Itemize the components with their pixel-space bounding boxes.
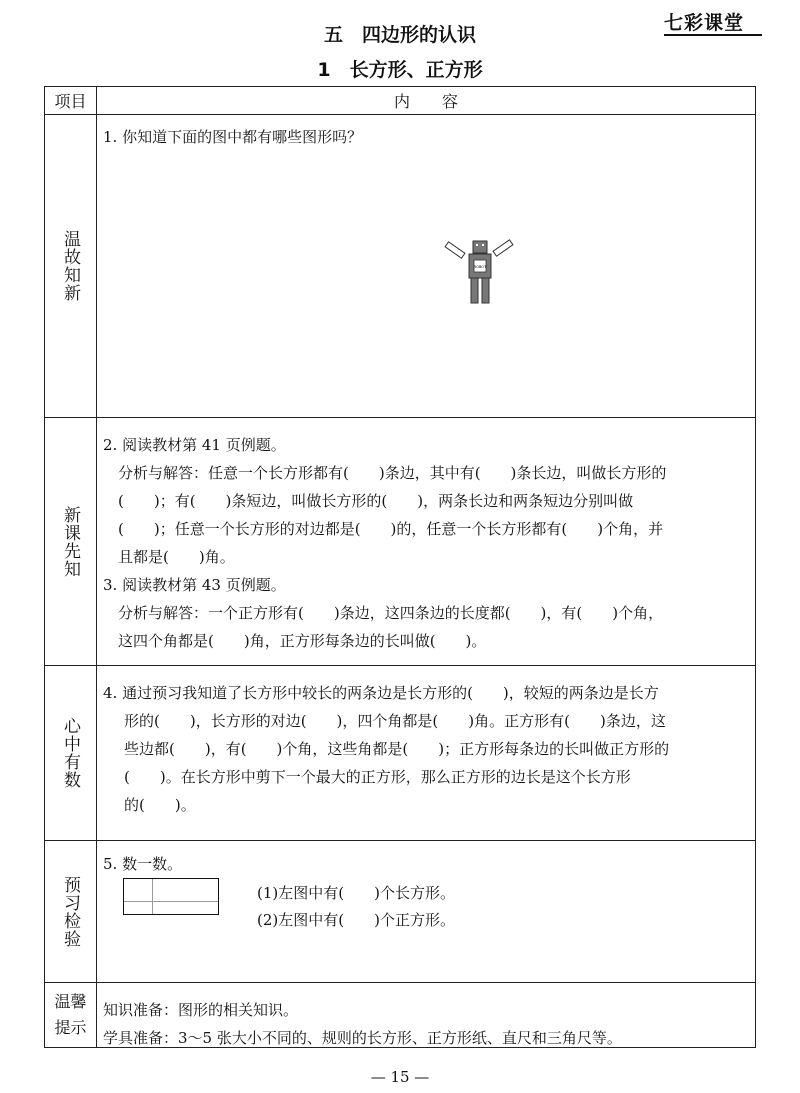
robot-right-arm: [493, 240, 513, 256]
row-label-cell: [45, 115, 96, 417]
row-label-cell: [45, 983, 96, 1047]
tips-knowledge: 知识准备：图形的相关知识。: [103, 1001, 299, 1019]
row-label-check: 预习检验: [60, 875, 80, 948]
question-2-line: 且都是( )角。: [103, 548, 235, 566]
robot-left-arm: [445, 242, 465, 258]
question-5-part-1: (1)左图中有( )个长方形。: [257, 884, 455, 902]
rectangle-figure-horizontal-divider: [124, 901, 218, 902]
question-4-line: ( )。在长方形中剪下一个最大的正方形，那么正方形的边长是这个长方形: [124, 768, 631, 786]
worksheet-table: [44, 86, 756, 1048]
row-divider: [45, 665, 755, 666]
row-label-preview: 新课先知: [60, 505, 80, 578]
row-divider: [45, 840, 755, 841]
header-content-label: 内 容: [393, 92, 458, 111]
robot-head: [473, 241, 487, 253]
row-label-review: 温故知新: [60, 230, 80, 302]
robot-left-leg: [471, 278, 478, 303]
row-divider: [45, 114, 755, 115]
robot-left-eye: [476, 244, 478, 246]
question-4-line: 形的( )，长方形的对边( )，四个角都是( )角。正方形有( )条边，这: [124, 712, 666, 730]
robot-chest-text: ROBOT: [473, 265, 487, 269]
question-1: 1. 你知道下面的图中都有哪些图形吗？: [103, 128, 363, 146]
chapter-title: 五 四边形的认识: [323, 24, 476, 46]
row-label-cell: [45, 666, 96, 840]
row-divider: [45, 982, 755, 983]
question-2: 2. 阅读教材第 41 页例题。: [103, 436, 286, 454]
rectangle-figure: [123, 878, 219, 915]
header-content-cell: [97, 87, 755, 114]
header-item-cell: [45, 87, 96, 114]
question-2-line: 分析与解答：任意一个长方形都有( )条边，其中有( )条长边，叫做长方形的: [103, 464, 667, 482]
robot-right-eye: [482, 244, 484, 246]
row-label-cell: [45, 418, 96, 665]
question-5: 5. 数一数。: [103, 855, 183, 873]
row-label-cell: [45, 841, 96, 982]
row-divider: [45, 417, 755, 418]
question-3-line: 这四个角都是( )角，正方形每条边的长叫做( )。: [103, 632, 487, 650]
question-2-line: ( )；有( )条短边，叫做长方形的( )，两条长边和两条短边分别叫做: [103, 492, 634, 510]
header-item-label: 项目: [54, 92, 87, 111]
question-4-line: 的( )。: [124, 796, 196, 814]
brand-logo-text: 七彩课堂: [664, 12, 745, 34]
robot-figure: [443, 235, 515, 305]
question-2-line: ( )；任意一个长方形的对边都是( )的，任意一个长方形都有( )个角，并: [103, 520, 664, 538]
question-3: 3. 阅读教材第 43 页例题。: [103, 576, 286, 594]
row-label-tips: 温馨提示: [54, 992, 87, 1037]
column-divider: [96, 87, 97, 1047]
question-5-part-2: (2)左图中有( )个正方形。: [257, 911, 455, 929]
page-number: — 15 —: [370, 1068, 430, 1086]
question-3-line: 分析与解答：一个正方形有( )条边，这四条边的长度都( )，有( )个角，: [103, 604, 664, 622]
question-4: 4. 通过预习我知道了长方形中较长的两条边是长方形的( )，较短的两条边是长方: [103, 684, 659, 702]
tips-tools: 学具准备：3～5 张大小不同的、规则的长方形、正方形纸、直尺和三角尺等。: [103, 1029, 622, 1047]
question-4-line: 些边都( )，有( )个角，这些角都是( )；正方形每条边的长叫做正方形的: [124, 740, 670, 758]
section-title: 1 长方形、正方形: [317, 59, 483, 81]
rectangle-figure-vertical-divider: [152, 879, 153, 914]
robot-right-leg: [482, 278, 489, 303]
row-label-summary: 心中有数: [60, 717, 80, 789]
